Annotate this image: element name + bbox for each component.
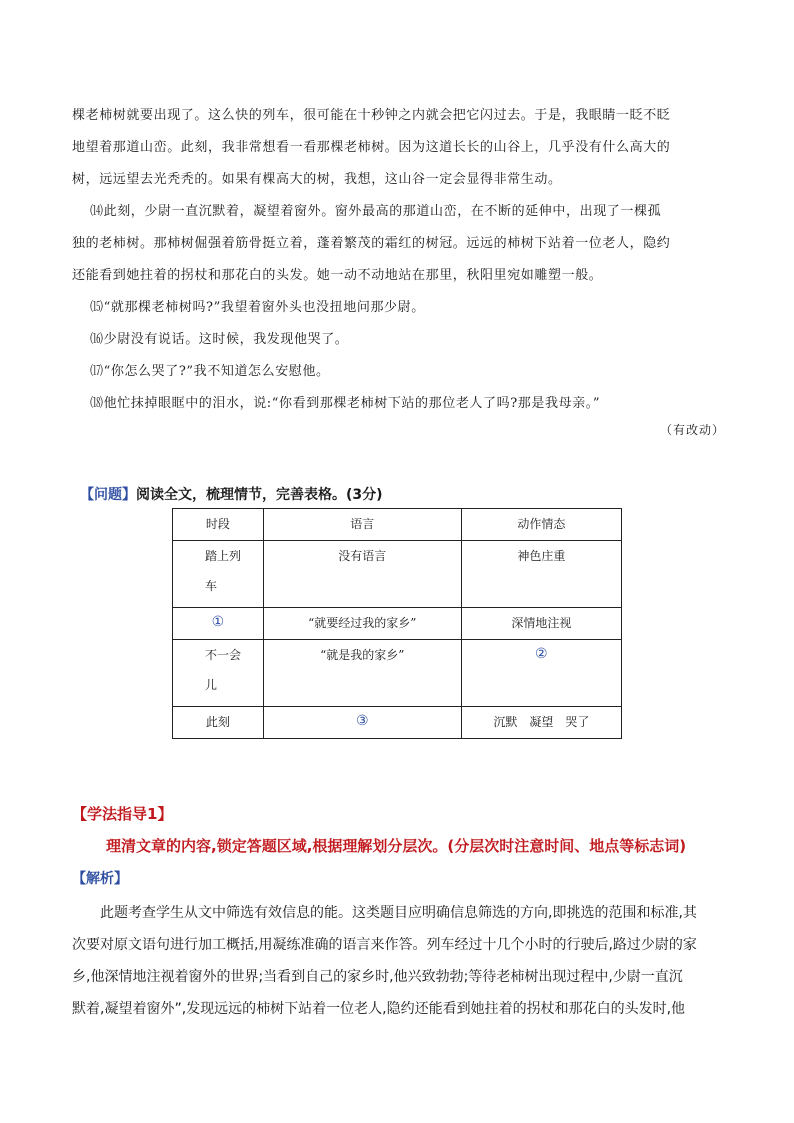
passage-line: 树，远远望去光秃秃的。如果有棵高大的树，我想，这山谷一定会显得非常生动。 xyxy=(72,172,562,187)
guide-heading: 【学法指导1】 xyxy=(72,805,173,823)
plot-table xyxy=(172,508,622,739)
table-cell: “就是我的家乡” xyxy=(263,640,461,707)
table-row xyxy=(173,608,622,640)
question-prompt xyxy=(80,484,383,504)
table-cell xyxy=(461,640,621,707)
table-cell: 踏上列车 xyxy=(173,541,264,608)
passage-line: 独的老柿树。那柿树倔强着筋骨挺立着，蓬着繁茂的霜红的树冠。远远的柿树下站着一位老人，隐约 xyxy=(72,236,671,251)
analysis-line: 此题考查学生从文中筛选有效信息的能。这类题目应明确信息筛选的方向,即挑选的范围和标准,其 xyxy=(72,905,697,921)
passage-line: ⒁此刻，少尉一直沉默着，凝望着窗外。窗外最高的那道山峦，在不断的延伸中，出现了一棵孤 xyxy=(90,204,662,219)
passage-line: ⒂“就那棵老柿树吗?”我望着窗外头也没扭地问那少尉。 xyxy=(90,300,425,315)
passage-line: 地望着那道山峦。此刻，我非常想看一看那棵老柿树。因为这道长长的山谷上，几乎没有什么高大的 xyxy=(72,140,671,155)
table-cell: “就要经过我的家乡” xyxy=(263,608,461,640)
analysis-line: 次要对原文语句进行加工概括,用凝练准确的语言来作答。列车经过十几个小时的行驶后,路过少尉的家 xyxy=(72,937,697,953)
table-header-row xyxy=(173,509,622,541)
table-cell: 深情地注视 xyxy=(461,608,621,640)
table-row xyxy=(173,541,622,608)
table-cell: 此刻 xyxy=(173,707,264,739)
header-cell: 动作情态 xyxy=(461,509,621,541)
passage-line: 还能看到她拄着的拐杖和那花白的头发。她一动不动地站在那里，秋阳里宛如雕塑一般。 xyxy=(72,268,603,283)
table-cell xyxy=(263,707,461,739)
table-cell: 神色庄重 xyxy=(461,541,621,608)
passage-line: ⒄“你怎么哭了?”我不知道怎么安慰他。 xyxy=(90,364,330,379)
table-row xyxy=(173,707,622,739)
question-text: 阅读全文，梳理情节，完善表格。(3分) xyxy=(136,487,383,503)
revision-note: （有改动） xyxy=(660,423,726,437)
passage-line: ⒅他忙抹掉眼眶中的泪水，说:“你看到那棵老柿树下站的那位老人了吗?那是我母亲。” xyxy=(90,396,601,411)
blank-marker[interactable]: ① xyxy=(211,614,225,630)
table-cell: 不一会儿 xyxy=(173,640,264,707)
blank-marker[interactable]: ② xyxy=(535,646,548,662)
header-cell: 时段 xyxy=(173,509,264,541)
table-cell xyxy=(173,608,264,640)
table-cell: 沉默 凝望 哭了 xyxy=(461,707,621,739)
blank-marker[interactable]: ③ xyxy=(355,713,369,729)
passage-line: 棵老柿树就要出现了。这么快的列车，很可能在十秒钟之内就会把它闪过去。于是，我眼睛一眨不眨 xyxy=(72,108,671,123)
analysis-line: 默着,凝望着窗外”,发现远远的柿树下站着一位老人,隐约还能看到她拄着的拐杖和那花白的头发时,他 xyxy=(72,1001,686,1017)
question-label: 【问题】 xyxy=(80,487,136,503)
analysis-heading: 【解析】 xyxy=(72,871,128,887)
table-row xyxy=(173,640,622,707)
table-cell: 没有语言 xyxy=(263,541,461,608)
analysis-line: 乡,他深情地注视着窗外的世界;当看到自己的家乡时,他兴致勃勃;等待老柿树出现过程中,少尉一直沉 xyxy=(72,969,683,985)
header-cell: 语言 xyxy=(263,509,461,541)
passage-line: ⒃少尉没有说话。这时候，我发现他哭了。 xyxy=(90,332,349,347)
guide-text: 理清文章的内容,锁定答题区域,根据理解划分层次。(分层次时注意时间、地点等标志词) xyxy=(106,837,687,855)
